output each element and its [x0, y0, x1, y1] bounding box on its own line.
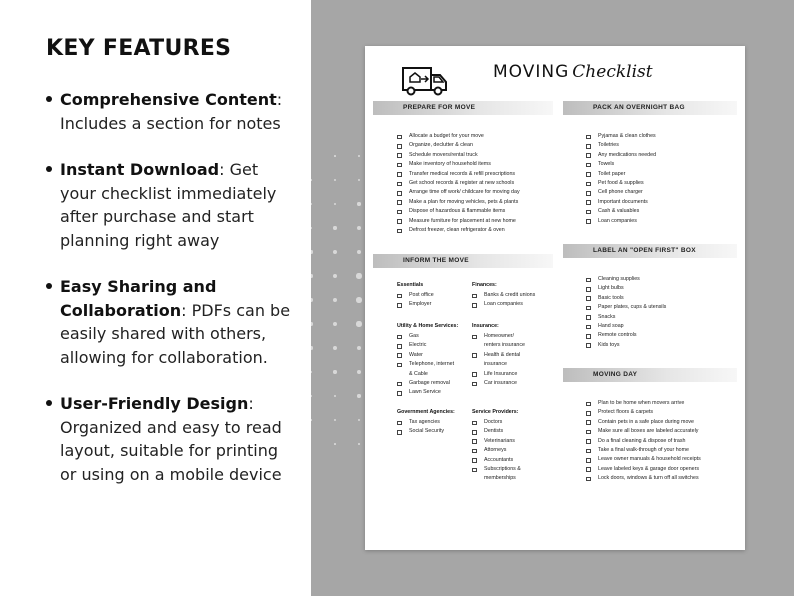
- decorative-dot: [334, 179, 336, 181]
- decorative-dot: [334, 203, 337, 206]
- checkbox[interactable]: [586, 144, 591, 149]
- checkbox[interactable]: [397, 135, 402, 140]
- checklist-item[interactable]: Loan companies: [472, 300, 557, 309]
- checklist-item[interactable]: Pet food & supplies: [586, 179, 656, 188]
- checklist-item-continued: memberships: [484, 475, 516, 482]
- checkbox[interactable]: [586, 467, 591, 472]
- feature-text: : PDFs can be easily shared with others, allowing for collaboration.: [60, 300, 291, 367]
- checklist-item[interactable]: Leave owner manuals & household receipts: [586, 455, 701, 464]
- checklist-item[interactable]: Contain pets in a safe place during move: [586, 418, 701, 427]
- checklist-item[interactable]: Snacks: [586, 313, 666, 322]
- decorative-dot: [334, 419, 336, 421]
- checkbox[interactable]: [586, 135, 591, 140]
- checklist-item[interactable]: Car insurance: [472, 379, 557, 388]
- checkbox[interactable]: [397, 153, 402, 158]
- moving-truck-icon: [401, 63, 449, 97]
- inform-subhead: Government Agencies:: [397, 409, 455, 415]
- decorative-dot: [357, 250, 362, 255]
- feature-title: User-Friendly Design: [60, 394, 249, 413]
- decorative-dot: [357, 346, 362, 351]
- checkbox[interactable]: [586, 315, 591, 320]
- decorative-dot: [311, 395, 312, 397]
- checklist-item[interactable]: Make inventory of household items: [397, 160, 520, 169]
- decorative-dot: [311, 322, 313, 325]
- checklist-item[interactable]: Paper plates, cups & utensils: [586, 303, 666, 312]
- checklist-item[interactable]: Subscriptions &: [472, 465, 557, 474]
- checklist-item[interactable]: Get school records & register at new schools: [397, 179, 520, 188]
- checkbox[interactable]: [586, 334, 591, 339]
- checklist-item[interactable]: Plan to be home when movers arrive: [586, 399, 701, 408]
- checklist-item-continued: & Cable: [409, 370, 428, 377]
- checkbox[interactable]: [472, 335, 477, 340]
- feature-title: Easy Sharing and Collaboration: [60, 277, 217, 320]
- checkbox[interactable]: [472, 421, 477, 426]
- checklist-item[interactable]: Health & dental: [472, 351, 557, 360]
- checklist-item[interactable]: Attorneys: [472, 446, 557, 455]
- inform-utility: [397, 322, 472, 398]
- key-features-heading: KEY FEATURES: [46, 36, 232, 61]
- checkbox[interactable]: [397, 382, 402, 387]
- checkbox[interactable]: [472, 353, 477, 358]
- checklist-item[interactable]: Towels: [586, 160, 656, 169]
- inform-subhead: Insurance:: [472, 323, 499, 329]
- checklist-item[interactable]: Electric: [397, 341, 472, 350]
- inform-subhead: Service Providers:: [472, 409, 519, 415]
- decorative-dot: [311, 298, 313, 301]
- inform-essentials: [397, 281, 472, 310]
- decorative-dot: [333, 346, 337, 350]
- decorative-dot: [333, 370, 336, 373]
- checkbox[interactable]: [397, 294, 402, 299]
- decorative-dot: [357, 202, 360, 205]
- checklist-document: [365, 46, 745, 550]
- inform-insurance: [472, 322, 557, 388]
- checklist-item-continued: renters insurance: [484, 342, 525, 349]
- checkbox[interactable]: [586, 411, 591, 416]
- checkbox[interactable]: [586, 219, 591, 224]
- checklist-item[interactable]: Do a final cleaning & dispose of trash: [586, 437, 701, 446]
- checkbox[interactable]: [586, 306, 591, 311]
- checkbox[interactable]: [472, 303, 477, 308]
- checklist-item[interactable]: Measure furniture for placement at new home: [397, 217, 520, 226]
- checkbox[interactable]: [397, 210, 402, 215]
- checkbox[interactable]: [586, 402, 591, 407]
- checkbox[interactable]: [586, 153, 591, 158]
- checkbox[interactable]: [472, 468, 477, 473]
- checkbox[interactable]: [586, 325, 591, 330]
- checklist-item[interactable]: Toiletries: [586, 141, 656, 150]
- decorative-dot: [358, 155, 360, 157]
- decorative-dot: [311, 346, 313, 349]
- prepare-list: [397, 132, 520, 235]
- open-first-list: [586, 275, 666, 350]
- checklist-item[interactable]: Kids toys: [586, 341, 666, 350]
- decorative-dot: [356, 297, 361, 302]
- section-header-inform: INFORM THE MOVE: [373, 254, 553, 268]
- feature-instant-download: [46, 158, 296, 252]
- checklist-item[interactable]: Lock doors, windows & turn off all switches: [586, 474, 701, 483]
- checklist-item[interactable]: Dentists: [472, 427, 557, 436]
- checkbox[interactable]: [472, 372, 477, 377]
- decorative-dot: [358, 443, 360, 445]
- checkbox[interactable]: [472, 458, 477, 463]
- checklist-item[interactable]: Pyjamas & clean clothes: [586, 132, 656, 141]
- decorative-dot: [357, 394, 360, 397]
- checkbox[interactable]: [397, 303, 402, 308]
- decorative-dot: [334, 443, 336, 445]
- feature-comprehensive-content: [46, 88, 296, 135]
- checkbox[interactable]: [397, 182, 402, 187]
- checkbox[interactable]: [586, 430, 591, 435]
- checklist-item[interactable]: Telephone, internet: [397, 360, 472, 369]
- checkbox[interactable]: [586, 439, 591, 444]
- checklist-item[interactable]: Any medications needed: [586, 151, 656, 160]
- checkbox[interactable]: [586, 343, 591, 348]
- checklist-item[interactable]: Remote controls: [586, 331, 666, 340]
- section-header-moving-day: MOVING DAY: [563, 368, 737, 382]
- section-header-overnight: PACK AN OVERNIGHT BAG: [563, 101, 737, 115]
- feature-text: : Includes a section for notes: [60, 90, 283, 133]
- checklist-item[interactable]: Homeowner/: [472, 332, 557, 341]
- checklist-item[interactable]: Leave labeled keys & garage door openers: [586, 465, 701, 474]
- checkbox[interactable]: [586, 200, 591, 205]
- checklist-item-continued: insurance: [484, 361, 507, 368]
- decorative-dot: [333, 226, 336, 229]
- checklist-item[interactable]: Arrange time off work/ childcare for moving day: [397, 188, 520, 197]
- inform-subhead: Essentials: [397, 282, 424, 288]
- checklist-item[interactable]: Gas: [397, 332, 472, 341]
- checklist-item[interactable]: Basic tools: [586, 294, 666, 303]
- feature-user-friendly: [46, 392, 296, 486]
- checklist-item[interactable]: Toilet paper: [586, 170, 656, 179]
- feature-title: Instant Download: [60, 160, 220, 179]
- checklist-item[interactable]: Schedule movers/rental truck: [397, 151, 520, 160]
- checkbox[interactable]: [586, 420, 591, 425]
- checklist-item[interactable]: Tax agencies: [397, 418, 472, 427]
- checkbox[interactable]: [586, 296, 591, 301]
- decorative-dot: [311, 371, 312, 374]
- checkbox[interactable]: [397, 144, 402, 149]
- checkbox[interactable]: [586, 182, 591, 187]
- checkbox[interactable]: [472, 430, 477, 435]
- checkbox[interactable]: [397, 172, 402, 177]
- section-header-prepare: PREPARE FOR MOVE: [373, 101, 553, 115]
- decorative-dot: [356, 321, 361, 326]
- checklist-item[interactable]: Social Security: [397, 427, 472, 436]
- checklist-item[interactable]: Water: [397, 351, 472, 360]
- checklist-item[interactable]: Hand soap: [586, 322, 666, 331]
- checkbox[interactable]: [586, 458, 591, 463]
- checkbox[interactable]: [586, 191, 591, 196]
- decorative-dot: [333, 250, 337, 254]
- feature-title: Comprehensive Content: [60, 90, 277, 109]
- overnight-list: [586, 132, 656, 226]
- feature-text: : Organized and easy to read layout, suitable for printing or using on a mobile device: [60, 394, 282, 484]
- checkbox[interactable]: [397, 229, 402, 234]
- checkbox[interactable]: [397, 353, 402, 358]
- checkbox[interactable]: [397, 344, 402, 349]
- inform-government: [397, 408, 472, 437]
- checklist-item[interactable]: Make sure all boxes are labeled accurately: [586, 427, 701, 436]
- checklist-item[interactable]: Employer: [397, 300, 472, 309]
- checklist-item[interactable]: Make a plan for moving vehicles, pets & plants: [397, 198, 520, 207]
- decorative-dot: [333, 322, 337, 326]
- checklist-item[interactable]: Allocate a budget for your move: [397, 132, 520, 141]
- checklist-item[interactable]: Loan companies: [586, 217, 656, 226]
- checklist-item[interactable]: Cleaning supplies: [586, 275, 666, 284]
- decorative-dot: [357, 370, 361, 374]
- checkbox[interactable]: [586, 278, 591, 283]
- checkbox[interactable]: [586, 449, 591, 454]
- checklist-item[interactable]: Cash & valuables: [586, 207, 656, 216]
- features-panel: [0, 0, 311, 596]
- decorative-dot: [356, 273, 361, 278]
- checklist-item[interactable]: Dispose of hazardous & flammable items: [397, 207, 520, 216]
- bullet-icon: [46, 400, 52, 406]
- checkbox[interactable]: [397, 421, 402, 426]
- checkbox[interactable]: [586, 287, 591, 292]
- decorative-dot: [311, 274, 313, 277]
- inform-finances: [472, 281, 557, 310]
- checkbox[interactable]: [586, 477, 591, 482]
- checkbox[interactable]: [397, 430, 402, 435]
- bullet-icon: [46, 283, 52, 289]
- checklist-title: MOVING Checklist: [493, 62, 653, 82]
- inform-subhead: Finances:: [472, 282, 497, 288]
- checklist-title-script: Checklist: [572, 62, 653, 82]
- checklist-item[interactable]: Protect floors & carpets: [586, 408, 701, 417]
- checkbox[interactable]: [472, 439, 477, 444]
- checkbox[interactable]: [397, 219, 402, 224]
- decorative-dot: [358, 179, 361, 182]
- decorative-dot: [311, 250, 313, 253]
- decorative-dot: [311, 179, 312, 181]
- bullet-icon: [46, 166, 52, 172]
- moving-day-list: [586, 399, 701, 484]
- decorative-dot: [311, 203, 312, 205]
- checklist-item[interactable]: Defrost freezer, clean refrigerator & oven: [397, 226, 520, 235]
- checkbox[interactable]: [472, 294, 477, 299]
- decorative-dot: [334, 155, 336, 157]
- feature-easy-sharing: [46, 275, 296, 369]
- checklist-item[interactable]: Take a final walk-through of your home: [586, 446, 701, 455]
- decorative-dot: [311, 227, 312, 230]
- checklist-item[interactable]: Life Insurance: [472, 370, 557, 379]
- checkbox[interactable]: [397, 391, 402, 396]
- checkbox[interactable]: [586, 210, 591, 215]
- checklist-item[interactable]: Banks & credit unions: [472, 291, 557, 300]
- bullet-icon: [46, 96, 52, 102]
- decorative-dot: [358, 419, 361, 422]
- checkbox[interactable]: [397, 200, 402, 205]
- decorative-dot: [333, 298, 337, 302]
- checklist-item[interactable]: Lawn Service: [397, 388, 472, 397]
- checklist-item[interactable]: Post office: [397, 291, 472, 300]
- checklist-item[interactable]: Cell phone charger: [586, 188, 656, 197]
- decorative-dot: [311, 419, 312, 421]
- checkbox[interactable]: [472, 382, 477, 387]
- checklist-item[interactable]: Organize, declutter & clean: [397, 141, 520, 150]
- inform-subhead: Utility & Home Services:: [397, 323, 459, 329]
- checklist-item[interactable]: Doctors: [472, 418, 557, 427]
- checkbox[interactable]: [586, 163, 591, 168]
- checkbox[interactable]: [397, 363, 402, 368]
- feature-text: : Get your checklist immediately after purchase and start planning right away: [60, 160, 277, 250]
- checkbox[interactable]: [586, 172, 591, 177]
- inform-service-providers: [472, 408, 557, 484]
- checkbox[interactable]: [397, 191, 402, 196]
- checkbox[interactable]: [397, 163, 402, 168]
- checklist-item[interactable]: Garbage removal: [397, 379, 472, 388]
- decorative-dot: [333, 274, 337, 278]
- decorative-dot: [334, 395, 337, 398]
- checklist-item[interactable]: Light bulbs: [586, 284, 666, 293]
- checklist-item[interactable]: Veterinarians: [472, 437, 557, 446]
- section-header-open-first: LABEL AN "OPEN FIRST" BOX: [563, 244, 737, 258]
- checkbox[interactable]: [397, 335, 402, 340]
- checkbox[interactable]: [472, 449, 477, 454]
- checklist-item[interactable]: Important documents: [586, 198, 656, 207]
- decorative-dot: [357, 226, 361, 230]
- checklist-item[interactable]: Transfer medical records & refill prescriptions: [397, 170, 520, 179]
- checklist-item[interactable]: Accountants: [472, 456, 557, 465]
